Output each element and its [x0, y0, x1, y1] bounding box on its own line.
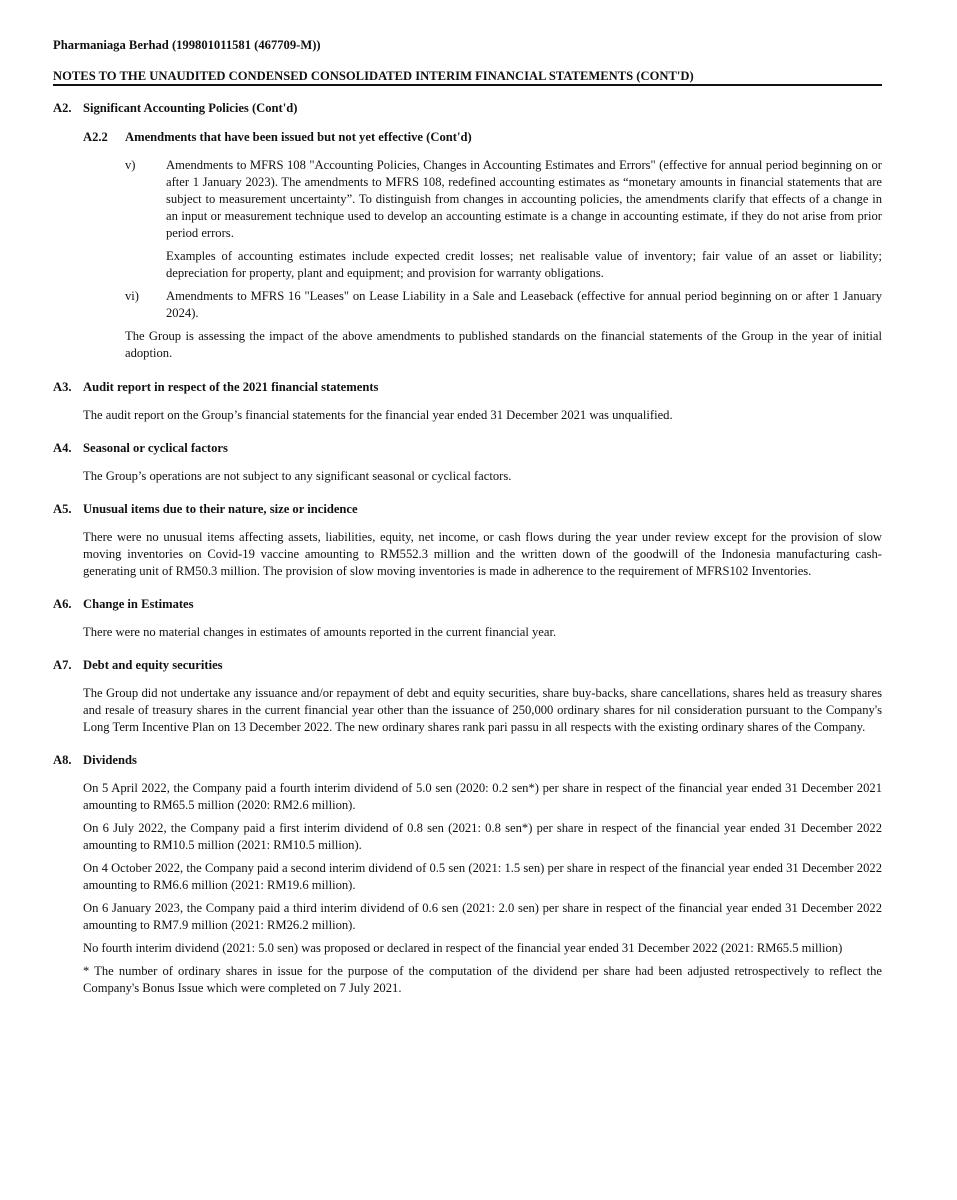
list-item-text: Amendments to MFRS 108 "Accounting Policies, Changes in Accounting Estimates and Errors" (effective for annual period beginning on or after 1 January 2023). The amendments to MFRS 108, redefined accounting estimates as “monetary amounts in financial statements that are subject to measurement uncertainty”. To distinguish from changes in accounting policies, the amendments clarify that effects of a change in an input or measurement technique used to develop an accounting estimate is a change in accounting estimate, if they do not arise from prior period errors. — [166, 158, 882, 240]
list-item-vi — [125, 288, 882, 322]
section-body-a6: There were no material changes in estimates of amounts reported in the current financial year. — [83, 625, 557, 639]
dividend-paragraph: On 6 July 2022, the Company paid a first interim dividend of 0.8 sen (2021: 0.8 sen*) per share in respect of the financial year ended 31 December 2022 amounting to RM10.5 million (2021: RM10.5 million). — [83, 821, 882, 852]
section-title: Debt and equity securities — [83, 658, 223, 672]
section-heading-a6 — [53, 596, 882, 613]
section-number: A3. — [53, 380, 72, 394]
section-title: Unusual items due to their nature, size or incidence — [83, 502, 358, 516]
section-number: A4. — [53, 441, 72, 455]
section-body-a5: There were no unusual items affecting assets, liabilities, equity, net income, or cash flows during the year under review except for the provision of slow moving inventories on Covid-19 vaccine amounting to RM552.3 million and the written down of the goodwill of the Indonesia manufacturing cash-generating unit of RM50.3 million. The provision of slow moving inventories is made in adherence to the requirement of MFRS102 Inventories. — [83, 530, 882, 578]
section-body-a3: The audit report on the Group’s financial statements for the financial year ended 31 December 2021 was unqualified. — [83, 408, 673, 422]
list-item-extra-paragraph: Examples of accounting estimates include expected credit losses; net realisable value of inventory; fair value of an asset or liability; depreciation for property, plant and equipment; and provision for warranty obligations. — [166, 249, 882, 280]
section-title: Seasonal or cyclical factors — [83, 441, 228, 455]
subsection-number: A2.2 — [83, 130, 108, 144]
section-number: A6. — [53, 597, 72, 611]
section-heading-a4 — [53, 440, 882, 457]
subsection-heading-a2-2 — [83, 129, 882, 146]
section-number: A5. — [53, 502, 72, 516]
list-item-number: vi) — [125, 289, 139, 303]
list-item-number: v) — [125, 158, 136, 172]
section-title: Significant Accounting Policies (Cont'd) — [83, 101, 298, 115]
section-number: A7. — [53, 658, 72, 672]
section-body-a4: The Group’s operations are not subject to any significant seasonal or cyclical factors. — [83, 469, 512, 483]
section-number: A2. — [53, 101, 72, 115]
section-heading-a8 — [53, 752, 882, 769]
header-divider — [53, 84, 882, 86]
dividend-paragraph: On 4 October 2022, the Company paid a second interim dividend of 0.5 sen (2021: 1.5 sen) per share in respect of the financial year ended 31 December 2022 amounting to RM6.6 million (2021: RM19.6 million). — [83, 861, 882, 892]
section-title: Dividends — [83, 753, 137, 767]
section-heading-a3 — [53, 379, 882, 396]
section-heading-a5 — [53, 501, 882, 518]
section-heading-a7 — [53, 657, 882, 674]
dividend-paragraph: On 5 April 2022, the Company paid a fourth interim dividend of 5.0 sen (2020: 0.2 sen*) per share in respect of the financial year ended 31 December 2021 amounting to RM65.5 million (2020: RM2.6 million). — [83, 781, 882, 812]
dividend-footnote: * The number of ordinary shares in issue for the purpose of the computation of the dividend per share had been adjusted retrospectively to reflect the Company's Bonus Issue which were completed on 7 July 2021. — [83, 964, 882, 995]
section-title: Audit report in respect of the 2021 financial statements — [83, 380, 379, 394]
dividend-paragraph: On 6 January 2023, the Company paid a third interim dividend of 0.6 sen (2021: 2.0 sen) per share in respect of the financial year ended 31 December 2022 amounting to RM7.9 million (2021: RM26.2 million). — [83, 901, 882, 932]
section-number: A8. — [53, 753, 72, 767]
page-title: NOTES TO THE UNAUDITED CONDENSED CONSOLIDATED INTERIM FINANCIAL STATEMENTS (CONT'D) — [53, 69, 694, 83]
list-item-text: Amendments to MFRS 16 "Leases" on Lease Liability in a Sale and Leaseback (effective for annual period beginning on or after 1 January 2024). — [166, 289, 882, 320]
section-title: Change in Estimates — [83, 597, 194, 611]
section-body-a7: The Group did not undertake any issuance and/or repayment of debt and equity securities, share buy-backs, share cancellations, shares held as treasury shares and resale of treasury shares in the current financial year other than the issuance of 250,000 ordinary shares for nil consideration pursuant to the Company's Long Term Incentive Plan on 13 December 2022. The new ordinary shares rank pari passu in all respects with the existing ordinary shares of the Company. — [83, 686, 882, 734]
company-name: Pharmaniaga Berhad (199801011581 (467709-M)) — [53, 38, 321, 52]
subsection-title: Amendments that have been issued but not yet effective (Cont'd) — [125, 130, 472, 144]
section-heading-a2 — [53, 100, 882, 117]
dividend-paragraph: No fourth interim dividend (2021: 5.0 sen) was proposed or declared in respect of the financial year ended 31 December 2022 (2021: RM65.5 million) — [83, 941, 843, 955]
assessment-paragraph: The Group is assessing the impact of the above amendments to published standards on the financial statements of the Group in the year of initial adoption. — [125, 329, 882, 360]
list-item-v — [125, 157, 882, 242]
notes-content — [53, 100, 882, 997]
